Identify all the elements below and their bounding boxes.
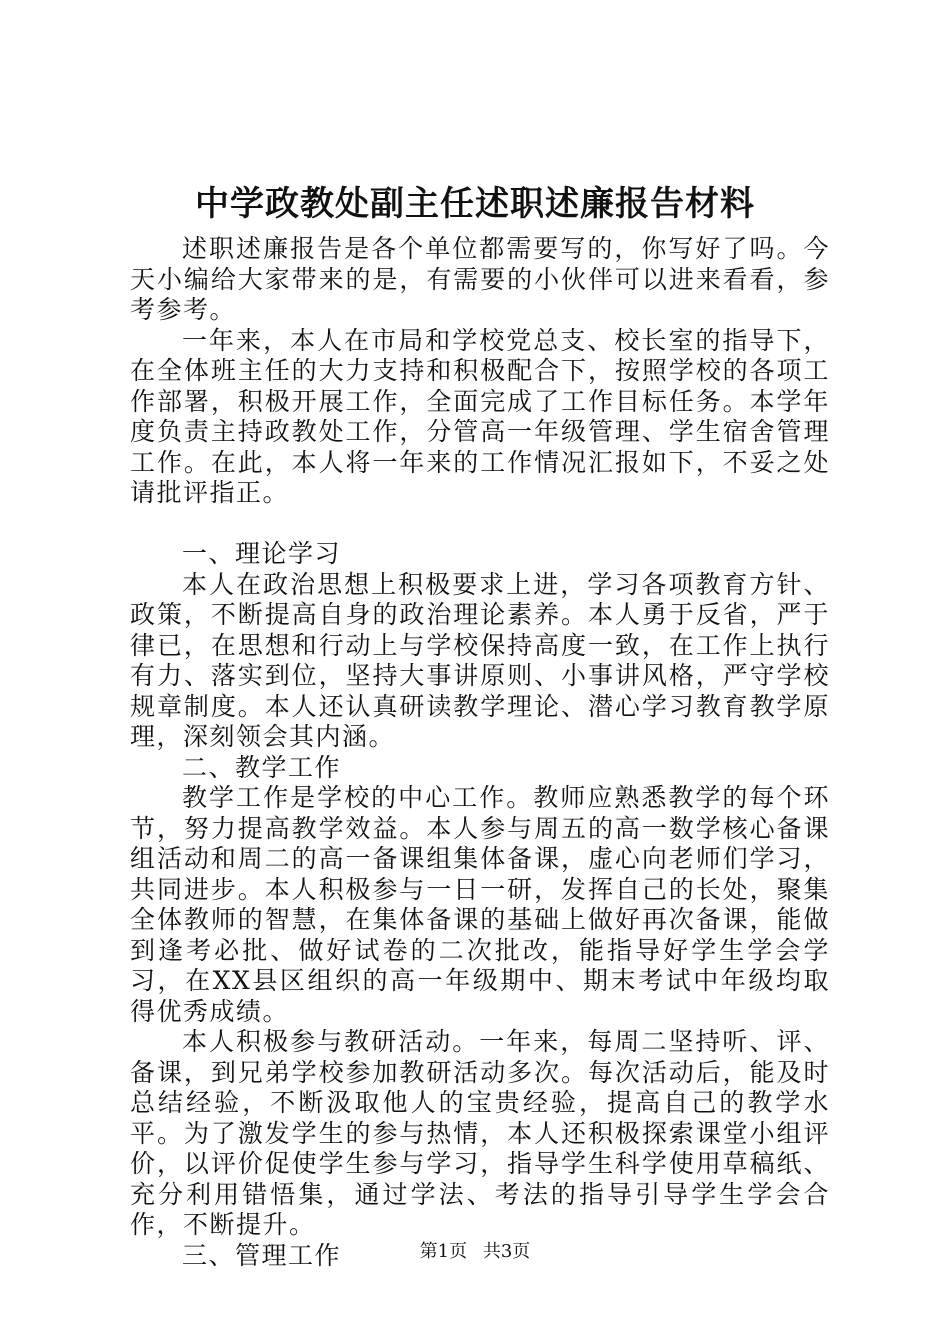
- page-footer: [0, 1240, 950, 1264]
- document-title: 中学政教处副主任述职述廉报告材料: [195, 184, 755, 224]
- section-heading-management: 三、管理工作: [182, 1240, 342, 1270]
- theory-paragraph: 本人在政治思想上积极要求上进，学习各项教育方针、政策，不断提高自身的政治理论素养。本人勇于反省，严于律已，在思想和行动上与学校保持高度一致，在工作上执行有力、落实到位，坚持大事讲原则、小事讲风格，严守学校规章制度。本人还认真研读教学理论、潜心学习教育教学原理，深刻领会其内涵。: [130, 569, 830, 751]
- research-paragraph: 本人积极参与教研活动。一年来，每周二坚持听、评、备课，到兄弟学校参加教研活动多次。每次活动后，能及时总结经验，不断汲取他人的宝贵经验，提高自己的教学水平。为了激发学生的参与热情，本人还积极探索课堂小组评价，以评价促使学生参与学习，指导学生科学使用草稿纸、充分利用错悟集，通过学法、考法的指导引导学生学会合作，不断提升。: [130, 1027, 830, 1239]
- page-number: 第1页: [419, 1241, 468, 1262]
- section-heading-theory: 一、理论学习: [182, 539, 342, 568]
- section-heading-teaching: 二、教学工作: [182, 752, 342, 782]
- document-body: [130, 234, 830, 1271]
- teaching-paragraph: 教学工作是学校的中心工作。教师应熟悉教学的每个环节，努力提高教学效益。本人参与周五的高一数学核心备课组活动和周二的高一备课组集体备课，虚心向老师们学习，共同进步。本人积极参与一日一研，发挥自己的长处，聚集全体教师的智慧，在集体备课的基础上做好再次备课，能做到逢考必批、做好试卷的二次批改，能指导好学生学会学习，在XX县区组织的高一年级期中、期末考试中年级均取得优秀成绩。: [130, 783, 830, 1026]
- intro-paragraph: 述职述廉报告是各个单位都需要写的，你写好了吗。今天小编给大家带来的是，有需要的小伙伴可以进来看看，参考参考。: [130, 234, 830, 324]
- page-total: 共3页: [482, 1241, 531, 1262]
- overview-paragraph: 一年来，本人在市局和学校党总支、校长室的指导下，在全体班主任的大力支持和积极配合下，按照学校的各项工作部署，积极开展工作，全面完成了工作目标任务。本学年度负责主持政教处工作，分管高一年级管理、学生宿舍管理工作。在此，本人将一年来的工作情况汇报如下，不妥之处请批评指正。: [130, 325, 830, 507]
